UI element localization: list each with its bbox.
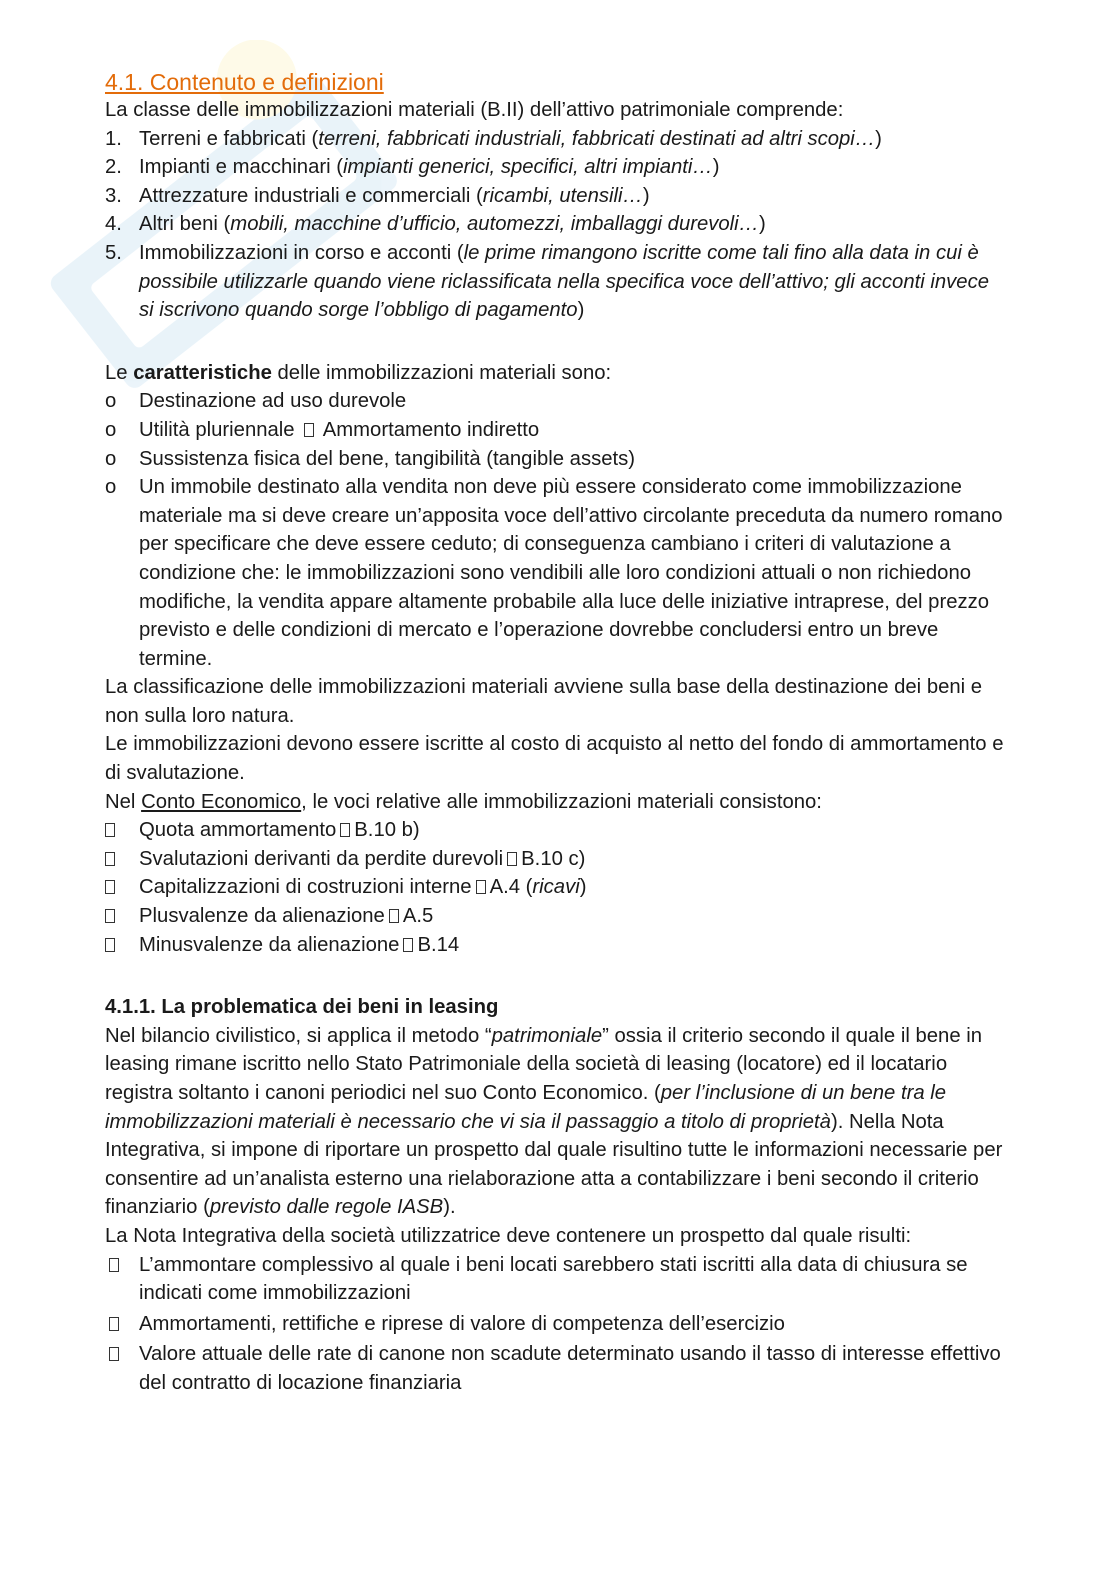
list-item: o Un immobile destinato alla vendita non deve più essere considerato come immobilizzazione materiale ma si deve creare un’apposita voce dell’attivo circolante preceduta da numero romano per specificare che deve essere ceduto; di conseguenza cambiano i criteri di valutazione a condizione che: le immobilizzazioni sono vendibili alle loro condizioni attuali o non richiedono modifiche, la vendita appare altamente probabile alla luce delle iniziative intraprese, del prezzo previsto e delle condizioni di mercato e l’operazione dovrebbe concludersi entro un breve termine. xyxy=(105,473,1005,673)
list-item: Minusvalenze da alienazione B.14 xyxy=(105,931,1005,960)
arrow-glyph-icon xyxy=(507,852,517,866)
list-item: Plusvalenze da alienazione A.5 xyxy=(105,902,1005,931)
subsection-title: 4.1.1. La problematica dei beni in leasing xyxy=(105,996,499,1019)
section-intro: La classe delle immobilizzazioni materiali (B.II) dell’attivo patrimoniale comprende: xyxy=(105,99,844,121)
bullet-icon: o xyxy=(105,447,117,470)
bullet-glyph-icon xyxy=(109,1347,119,1361)
arrow-glyph-icon xyxy=(403,938,413,952)
conto-economico-intro: Nel Conto Economico, le voci relative alle immobilizzazioni materiali consistono: xyxy=(105,790,822,813)
list-item: 4. Altri beni (mobili, macchine d’ufficio, automezzi, imballaggi durevoli…) xyxy=(105,213,766,236)
bullet-glyph-icon xyxy=(105,938,115,952)
arrow-glyph-icon xyxy=(389,909,399,923)
bullet-glyph-icon xyxy=(105,852,115,866)
bullet-icon: o xyxy=(105,390,117,413)
conto-economico-link[interactable]: Conto Economico xyxy=(141,790,302,813)
list-item: Quota ammortamento B.10 b) xyxy=(105,816,1005,845)
bullet-glyph-icon xyxy=(109,1317,119,1331)
arrow-glyph-icon xyxy=(476,880,486,894)
list-item: L’ammontare complessivo al quale i beni locati sarebbero stati iscritti alla data di chiusura se indicati come immobilizzazioni xyxy=(105,1251,1005,1308)
list-item: o Utilità pluriennale Ammortamento indiretto xyxy=(105,416,1005,445)
arrow-glyph-icon xyxy=(340,823,350,837)
list-item: 5. Immobilizzazioni in corso e acconti (le prime rimangono iscritte come tali fino alla data in cui è possibile utilizzarle quando viene riclassificata nella specifica voce dell’attivo; gli acconti invece si iscrivono quando sorge l’obbligo di pagamento) xyxy=(105,241,990,322)
list-item: Ammortamenti, rettifiche e riprese di valore di competenza dell’esercizio xyxy=(105,1310,1005,1339)
list-item: o Sussistenza fisica del bene, tangibilità (tangible assets) xyxy=(105,445,1005,474)
bullet-icon: o xyxy=(105,418,117,441)
list-item: 3. Attrezzature industriali e commerciali (ricambi, utensili…) xyxy=(105,184,650,207)
bullet-glyph-icon xyxy=(109,1258,119,1272)
bullet-glyph-icon xyxy=(105,909,115,923)
list-item: Valore attuale delle rate di canone non scadute determinato usando il tasso di interesse effettivo del contratto di locazione finanziaria xyxy=(105,1340,1005,1397)
list-item: 1. Terreni e fabbricati (terreni, fabbricati industriali, fabbricati destinati ad altri scopi…) xyxy=(105,127,882,150)
bullet-glyph-icon xyxy=(105,880,115,894)
paragraph: Le immobilizzazioni devono essere iscritte al costo di acquisto al netto del fondo di ammortamento e di svalutazione. xyxy=(105,733,1004,785)
list-item: 2. Impianti e macchinari (impianti generici, specifici, altri impianti…) xyxy=(105,156,720,179)
characteristics-list xyxy=(105,387,1005,673)
section-title: 4.1. Contenuto e definizioni xyxy=(105,69,384,95)
paragraph: La classificazione delle immobilizzazioni materiali avviene sulla base della destinazione dei beni e non sulla loro natura. xyxy=(105,676,983,727)
leasing-paragraph: Nel bilancio civilistico, si applica il metodo “patrimoniale” ossia il criterio secondo il quale il bene in leasing rimane iscritto nello Stato Patrimoniale della società di leasing (locatore) ed il locatario registra soltanto i canoni periodici nel suo Conto Economico. (per l’inclusione di un bene tra le immobilizzazioni materiali è necessario che vi sia il passaggio a titolo di proprietà). Nella Nota Integrativa, si impone di riportare un prospetto dal quale risultino tutte le informazioni necessarie per consentire ad un’analista esterno una rielaborazione atta a contabilizzare i beni secondo il criterio finanziario (previsto dalle regole IASB). xyxy=(105,1024,1003,1219)
list-item: o Destinazione ad uso durevole xyxy=(105,387,1005,416)
conto-economico-list xyxy=(105,816,1005,959)
nota-integrativa-intro: La Nota Integrativa della società utilizzatrice deve contenere un prospetto dal quale risulti: xyxy=(105,1224,912,1247)
bullet-glyph-icon xyxy=(105,823,115,837)
list-item: Capitalizzazioni di costruzioni interne A.4 (ricavi) xyxy=(105,873,1005,902)
document-page xyxy=(105,68,1005,1400)
list-item: Svalutazioni derivanti da perdite durevoli B.10 c) xyxy=(105,845,1005,874)
nota-integrativa-list xyxy=(105,1251,1005,1398)
bullet-icon: o xyxy=(105,476,117,499)
arrow-glyph-icon xyxy=(304,423,314,437)
asset-class-list xyxy=(105,125,1005,325)
characteristics-intro: Le caratteristiche delle immobilizzazioni materiali sono: xyxy=(105,361,612,384)
